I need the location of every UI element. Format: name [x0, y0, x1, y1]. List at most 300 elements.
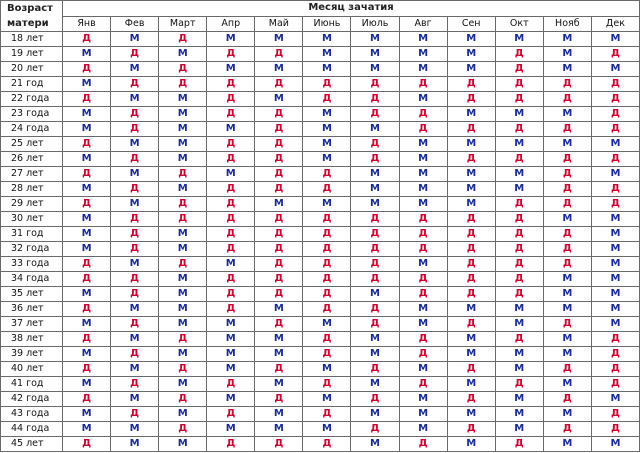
- boy-cell: М: [399, 362, 447, 377]
- girl-cell: Д: [111, 47, 159, 62]
- boy-cell: М: [591, 272, 639, 287]
- month-header: Нояб: [543, 16, 591, 32]
- girl-cell: Д: [351, 107, 399, 122]
- girl-cell: Д: [303, 332, 351, 347]
- girl-cell: Д: [303, 227, 351, 242]
- boy-cell: М: [111, 137, 159, 152]
- boy-cell: М: [591, 227, 639, 242]
- girl-cell: Д: [591, 182, 639, 197]
- girl-cell: Д: [63, 437, 111, 452]
- girl-cell: Д: [351, 77, 399, 92]
- age-column-header: Возраст матери: [1, 1, 63, 32]
- boy-cell: М: [111, 32, 159, 47]
- boy-cell: М: [159, 302, 207, 317]
- boy-cell: М: [159, 122, 207, 137]
- boy-cell: М: [207, 392, 255, 407]
- girl-cell: Д: [303, 92, 351, 107]
- boy-cell: М: [399, 302, 447, 317]
- girl-cell: Д: [495, 377, 543, 392]
- girl-cell: Д: [159, 392, 207, 407]
- month-header: Авг: [399, 16, 447, 32]
- girl-cell: Д: [255, 287, 303, 302]
- girl-cell: Д: [399, 437, 447, 452]
- boy-cell: М: [111, 362, 159, 377]
- girl-cell: Д: [159, 32, 207, 47]
- boy-cell: М: [303, 362, 351, 377]
- age-cell: 38 лет: [1, 332, 63, 347]
- boy-cell: М: [351, 32, 399, 47]
- boy-cell: М: [63, 152, 111, 167]
- girl-cell: Д: [495, 287, 543, 302]
- boy-cell: М: [255, 422, 303, 437]
- girl-cell: Д: [159, 77, 207, 92]
- girl-cell: Д: [255, 182, 303, 197]
- age-cell: 32 года: [1, 242, 63, 257]
- age-cell: 35 лет: [1, 287, 63, 302]
- girl-cell: Д: [543, 92, 591, 107]
- month-header: Янв: [63, 16, 111, 32]
- girl-cell: Д: [399, 122, 447, 137]
- girl-cell: Д: [111, 182, 159, 197]
- boy-cell: М: [111, 392, 159, 407]
- boy-cell: М: [303, 122, 351, 137]
- girl-cell: Д: [207, 287, 255, 302]
- girl-cell: Д: [63, 257, 111, 272]
- boy-cell: М: [159, 182, 207, 197]
- boy-cell: М: [159, 347, 207, 362]
- boy-cell: М: [111, 332, 159, 347]
- boy-cell: М: [351, 182, 399, 197]
- boy-cell: М: [495, 167, 543, 182]
- girl-cell: Д: [351, 392, 399, 407]
- girl-cell: Д: [303, 287, 351, 302]
- boy-cell: М: [303, 392, 351, 407]
- girl-cell: Д: [111, 107, 159, 122]
- boy-cell: М: [159, 377, 207, 392]
- boy-cell: М: [543, 272, 591, 287]
- month-header: Дек: [591, 16, 639, 32]
- boy-cell: М: [255, 62, 303, 77]
- boy-cell: М: [591, 302, 639, 317]
- girl-cell: Д: [63, 332, 111, 347]
- girl-cell: Д: [207, 107, 255, 122]
- boy-cell: М: [159, 107, 207, 122]
- boy-cell: М: [399, 392, 447, 407]
- age-cell: 34 года: [1, 272, 63, 287]
- girl-cell: Д: [543, 257, 591, 272]
- girl-cell: Д: [495, 227, 543, 242]
- girl-cell: Д: [207, 302, 255, 317]
- girl-cell: Д: [447, 212, 495, 227]
- boy-cell: М: [255, 92, 303, 107]
- girl-cell: Д: [543, 77, 591, 92]
- girl-cell: Д: [447, 392, 495, 407]
- girl-cell: Д: [111, 122, 159, 137]
- girl-cell: Д: [303, 437, 351, 452]
- boy-cell: М: [351, 197, 399, 212]
- girl-cell: Д: [399, 77, 447, 92]
- girl-cell: Д: [351, 92, 399, 107]
- girl-cell: Д: [447, 287, 495, 302]
- girl-cell: Д: [399, 377, 447, 392]
- boy-cell: М: [543, 32, 591, 47]
- girl-cell: Д: [543, 122, 591, 137]
- girl-cell: Д: [63, 272, 111, 287]
- boy-cell: М: [111, 302, 159, 317]
- girl-cell: Д: [591, 122, 639, 137]
- girl-cell: Д: [303, 182, 351, 197]
- girl-cell: Д: [207, 92, 255, 107]
- girl-cell: Д: [63, 392, 111, 407]
- boy-cell: М: [591, 317, 639, 332]
- age-cell: 27 лет: [1, 167, 63, 182]
- boy-cell: М: [399, 422, 447, 437]
- girl-cell: Д: [351, 257, 399, 272]
- boy-cell: М: [303, 317, 351, 332]
- girl-cell: Д: [543, 152, 591, 167]
- girl-cell: Д: [303, 257, 351, 272]
- boy-cell: М: [591, 62, 639, 77]
- age-cell: 42 года: [1, 392, 63, 407]
- boy-cell: М: [495, 107, 543, 122]
- girl-cell: Д: [207, 407, 255, 422]
- girl-cell: Д: [495, 47, 543, 62]
- boy-cell: М: [111, 92, 159, 107]
- girl-cell: Д: [111, 212, 159, 227]
- boy-cell: М: [63, 122, 111, 137]
- girl-cell: Д: [303, 212, 351, 227]
- girl-cell: Д: [399, 242, 447, 257]
- girl-cell: Д: [207, 437, 255, 452]
- boy-cell: М: [63, 242, 111, 257]
- boy-cell: М: [63, 317, 111, 332]
- boy-cell: М: [447, 32, 495, 47]
- boy-cell: М: [591, 32, 639, 47]
- girl-cell: Д: [63, 92, 111, 107]
- girl-cell: Д: [63, 137, 111, 152]
- girl-cell: Д: [543, 362, 591, 377]
- girl-cell: Д: [303, 407, 351, 422]
- girl-cell: Д: [591, 422, 639, 437]
- age-cell: 39 лет: [1, 347, 63, 362]
- girl-cell: Д: [399, 287, 447, 302]
- boy-cell: М: [255, 377, 303, 392]
- age-cell: 40 лет: [1, 362, 63, 377]
- age-cell: 18 лет: [1, 32, 63, 47]
- age-cell: 23 года: [1, 107, 63, 122]
- girl-cell: Д: [543, 197, 591, 212]
- girl-cell: Д: [303, 377, 351, 392]
- table-row: [1, 437, 640, 452]
- age-cell: 22 года: [1, 92, 63, 107]
- girl-cell: Д: [543, 227, 591, 242]
- boy-cell: М: [159, 47, 207, 62]
- boy-cell: М: [447, 167, 495, 182]
- boy-cell: М: [159, 437, 207, 452]
- boy-cell: М: [207, 257, 255, 272]
- girl-cell: Д: [351, 152, 399, 167]
- month-header: Окт: [495, 16, 543, 32]
- boy-cell: М: [447, 197, 495, 212]
- girl-cell: Д: [207, 152, 255, 167]
- girl-cell: Д: [255, 437, 303, 452]
- month-header: Апр: [207, 16, 255, 32]
- girl-cell: Д: [207, 182, 255, 197]
- girl-cell: Д: [495, 152, 543, 167]
- girl-cell: Д: [447, 92, 495, 107]
- boy-cell: М: [543, 62, 591, 77]
- boy-cell: М: [495, 422, 543, 437]
- boy-cell: М: [303, 62, 351, 77]
- girl-cell: Д: [351, 302, 399, 317]
- girl-cell: Д: [543, 422, 591, 437]
- girl-cell: Д: [543, 317, 591, 332]
- boy-cell: М: [351, 407, 399, 422]
- girl-cell: Д: [351, 227, 399, 242]
- girl-cell: Д: [111, 77, 159, 92]
- girl-cell: Д: [591, 152, 639, 167]
- girl-cell: Д: [399, 107, 447, 122]
- boy-cell: М: [543, 437, 591, 452]
- table-row: [1, 332, 640, 347]
- boy-cell: М: [399, 152, 447, 167]
- boy-cell: М: [159, 92, 207, 107]
- boy-cell: М: [111, 257, 159, 272]
- girl-cell: Д: [351, 317, 399, 332]
- boy-cell: М: [447, 377, 495, 392]
- boy-cell: М: [351, 122, 399, 137]
- boy-cell: М: [399, 407, 447, 422]
- boy-cell: М: [399, 257, 447, 272]
- boy-cell: М: [591, 167, 639, 182]
- boy-cell: М: [255, 197, 303, 212]
- boy-cell: М: [543, 107, 591, 122]
- girl-cell: Д: [591, 347, 639, 362]
- boy-cell: М: [351, 287, 399, 302]
- boy-cell: М: [351, 62, 399, 77]
- age-cell: 26 лет: [1, 152, 63, 167]
- girl-cell: Д: [303, 347, 351, 362]
- boy-cell: М: [351, 47, 399, 62]
- boy-cell: М: [207, 122, 255, 137]
- table-row: [1, 302, 640, 317]
- boy-cell: М: [447, 437, 495, 452]
- girl-cell: Д: [111, 287, 159, 302]
- girl-cell: Д: [207, 272, 255, 287]
- boy-cell: М: [447, 107, 495, 122]
- girl-cell: Д: [351, 242, 399, 257]
- girl-cell: Д: [63, 32, 111, 47]
- girl-cell: Д: [447, 317, 495, 332]
- boy-cell: М: [207, 32, 255, 47]
- girl-cell: Д: [111, 272, 159, 287]
- table-row: [1, 197, 640, 212]
- boy-cell: М: [303, 197, 351, 212]
- girl-cell: Д: [399, 272, 447, 287]
- boy-cell: М: [111, 422, 159, 437]
- boy-cell: М: [303, 422, 351, 437]
- boy-cell: М: [495, 347, 543, 362]
- girl-cell: Д: [543, 182, 591, 197]
- age-cell: 37 лет: [1, 317, 63, 332]
- month-header: Июнь: [303, 16, 351, 32]
- boy-cell: М: [591, 392, 639, 407]
- girl-cell: Д: [591, 197, 639, 212]
- boy-cell: М: [207, 347, 255, 362]
- girl-cell: Д: [111, 242, 159, 257]
- boy-cell: М: [255, 407, 303, 422]
- girl-cell: Д: [111, 317, 159, 332]
- girl-cell: Д: [447, 422, 495, 437]
- boy-cell: М: [63, 182, 111, 197]
- boy-cell: М: [351, 347, 399, 362]
- age-cell: 28 лет: [1, 182, 63, 197]
- age-cell: 25 лет: [1, 137, 63, 152]
- boy-cell: М: [543, 302, 591, 317]
- girl-cell: Д: [495, 212, 543, 227]
- boy-cell: М: [159, 242, 207, 257]
- boy-cell: М: [543, 332, 591, 347]
- girl-cell: Д: [351, 422, 399, 437]
- girl-cell: Д: [447, 152, 495, 167]
- girl-cell: Д: [255, 167, 303, 182]
- girl-cell: Д: [447, 272, 495, 287]
- boy-cell: М: [63, 212, 111, 227]
- girl-cell: Д: [207, 242, 255, 257]
- boy-cell: М: [207, 332, 255, 347]
- table-row: [1, 227, 640, 242]
- age-cell: 30 лет: [1, 212, 63, 227]
- girl-cell: Д: [255, 392, 303, 407]
- girl-cell: Д: [255, 47, 303, 62]
- table-row: [1, 317, 640, 332]
- girl-cell: Д: [255, 242, 303, 257]
- girl-cell: Д: [495, 272, 543, 287]
- girl-cell: Д: [591, 332, 639, 347]
- table-row: [1, 77, 640, 92]
- age-cell: 43 года: [1, 407, 63, 422]
- girl-cell: Д: [591, 77, 639, 92]
- boy-cell: М: [447, 62, 495, 77]
- boy-cell: М: [351, 437, 399, 452]
- boy-cell: М: [543, 137, 591, 152]
- girl-cell: Д: [591, 362, 639, 377]
- girl-cell: Д: [351, 272, 399, 287]
- table-row: [1, 107, 640, 122]
- boy-cell: М: [591, 437, 639, 452]
- girl-cell: Д: [255, 77, 303, 92]
- girl-cell: Д: [255, 362, 303, 377]
- boy-cell: М: [207, 62, 255, 77]
- girl-cell: Д: [591, 407, 639, 422]
- girl-cell: Д: [495, 332, 543, 347]
- girl-cell: Д: [495, 437, 543, 452]
- table-row: [1, 167, 640, 182]
- month-header: Сен: [447, 16, 495, 32]
- boy-cell: М: [63, 287, 111, 302]
- girl-cell: Д: [591, 377, 639, 392]
- girl-cell: Д: [351, 212, 399, 227]
- girl-cell: Д: [447, 362, 495, 377]
- table-row: [1, 377, 640, 392]
- age-cell: 20 лет: [1, 62, 63, 77]
- boy-cell: М: [399, 92, 447, 107]
- table-row: [1, 152, 640, 167]
- boy-cell: М: [447, 332, 495, 347]
- girl-cell: Д: [543, 167, 591, 182]
- boy-cell: М: [63, 227, 111, 242]
- boy-cell: М: [159, 137, 207, 152]
- boy-cell: М: [63, 377, 111, 392]
- girl-cell: Д: [591, 47, 639, 62]
- boy-cell: М: [447, 137, 495, 152]
- month-group-header: Месяц зачатия: [63, 1, 640, 17]
- girl-cell: Д: [399, 332, 447, 347]
- month-header: Март: [159, 16, 207, 32]
- boy-cell: М: [591, 137, 639, 152]
- girl-cell: Д: [159, 257, 207, 272]
- boy-cell: М: [351, 332, 399, 347]
- girl-cell: Д: [303, 242, 351, 257]
- girl-cell: Д: [255, 272, 303, 287]
- boy-cell: М: [159, 317, 207, 332]
- age-cell: 31 год: [1, 227, 63, 242]
- boy-cell: М: [543, 212, 591, 227]
- month-header: Май: [255, 16, 303, 32]
- boy-cell: М: [399, 137, 447, 152]
- girl-cell: Д: [255, 317, 303, 332]
- girl-cell: Д: [255, 137, 303, 152]
- boy-cell: М: [63, 422, 111, 437]
- boy-cell: М: [399, 197, 447, 212]
- boy-cell: М: [543, 347, 591, 362]
- table-row: [1, 362, 640, 377]
- table-row: [1, 272, 640, 287]
- girl-cell: Д: [495, 62, 543, 77]
- age-cell: 36 лет: [1, 302, 63, 317]
- girl-cell: Д: [591, 92, 639, 107]
- table-row: [1, 287, 640, 302]
- girl-cell: Д: [591, 107, 639, 122]
- boy-cell: М: [63, 347, 111, 362]
- girl-cell: Д: [351, 137, 399, 152]
- boy-cell: М: [303, 107, 351, 122]
- age-cell: 44 года: [1, 422, 63, 437]
- girl-cell: Д: [495, 92, 543, 107]
- girl-cell: Д: [543, 392, 591, 407]
- girl-cell: Д: [255, 227, 303, 242]
- boy-cell: М: [543, 47, 591, 62]
- age-cell: 33 года: [1, 257, 63, 272]
- girl-cell: Д: [159, 332, 207, 347]
- girl-cell: Д: [207, 212, 255, 227]
- boy-cell: М: [399, 182, 447, 197]
- boy-cell: М: [63, 47, 111, 62]
- girl-cell: Д: [303, 77, 351, 92]
- girl-cell: Д: [303, 272, 351, 287]
- girl-cell: Д: [159, 212, 207, 227]
- boy-cell: М: [495, 137, 543, 152]
- girl-cell: Д: [303, 167, 351, 182]
- girl-cell: Д: [495, 77, 543, 92]
- boy-cell: М: [255, 347, 303, 362]
- girl-cell: Д: [351, 362, 399, 377]
- boy-cell: М: [111, 437, 159, 452]
- boy-cell: М: [399, 32, 447, 47]
- boy-cell: М: [63, 107, 111, 122]
- girl-cell: Д: [207, 197, 255, 212]
- girl-cell: Д: [111, 152, 159, 167]
